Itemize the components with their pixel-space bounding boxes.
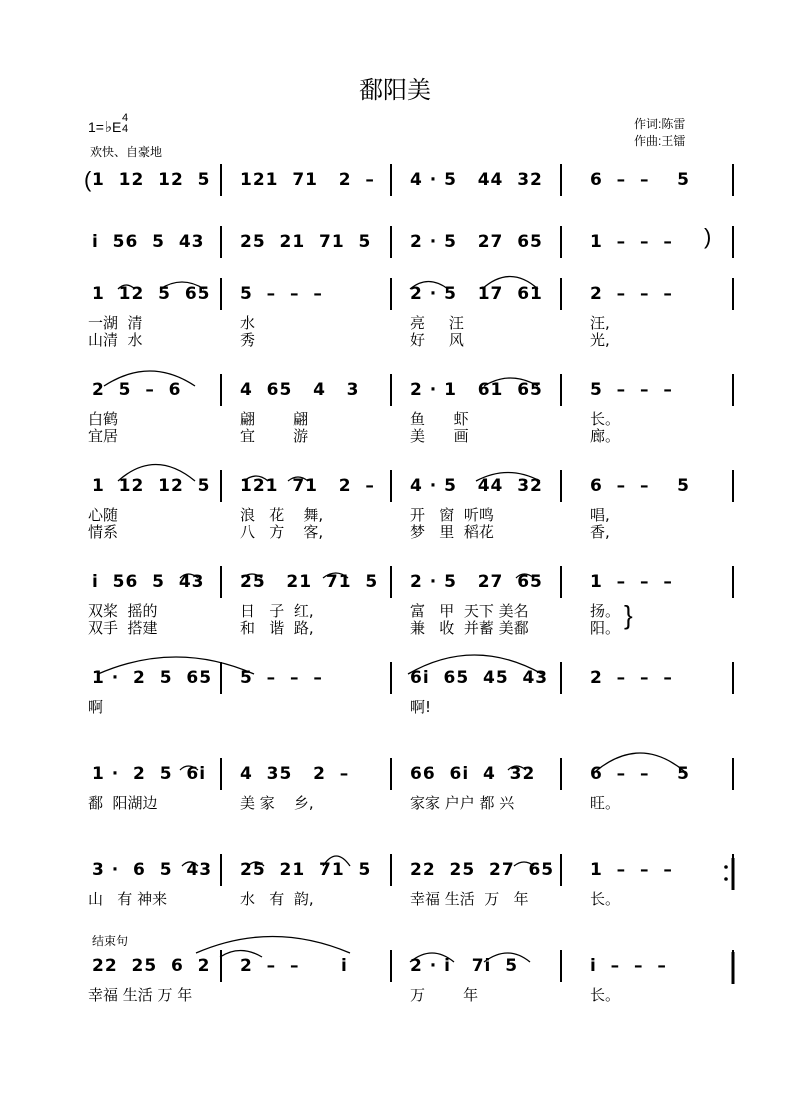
barline [732,226,734,258]
measure-notes: 2 – – – [590,284,673,304]
flat-icon: ♭ [104,119,113,136]
lyric: 鱼 虾 [410,410,469,428]
lyricist: 作词:陈雷 [634,117,686,131]
measure-notes: i 56 5 43 [92,572,205,592]
open-paren: ( [84,167,92,192]
tempo-marking: 欢快、自豪地 [90,145,163,159]
key-signature: 1=♭E [88,119,122,136]
barline [220,278,222,310]
lyric: 情系 [88,523,119,541]
barline [390,854,392,886]
lyric: 幸福 生活 万 年 [410,890,529,908]
lyric: 八 方 客, [240,523,324,541]
measure-notes: 25 21 71 5 [240,232,372,252]
close-paren: ) [704,224,712,249]
measure-notes: 2 – – – [590,668,673,688]
measure-notes: 2 · 5 17 61 [410,284,543,304]
measure-notes: 2 – – i [240,956,348,976]
lyric: 长。 [590,890,621,908]
barline [220,226,222,258]
ending-label: 结束句 [92,934,129,948]
lyric: 开 窗 听鸣 [410,506,494,524]
barline [732,470,734,502]
measure-notes: 4 · 5 44 32 [410,170,543,190]
measure-notes: 1 12 5 65 [92,284,211,304]
barline [390,374,392,406]
barline [732,854,734,886]
lyric: 光, [590,331,610,349]
measure-notes: 1 12 12 5 [92,476,211,496]
repeat-dot [724,877,728,881]
measure-notes: 6 – – 5 [590,476,691,496]
lyric: 白鹤 [88,410,119,428]
lyric: 旺。 [590,794,621,812]
lyric: 阳。 [590,619,621,637]
barline [220,566,222,598]
repeat-dot [724,865,728,869]
measure-notes: 1 · 2 5 6i [92,764,207,784]
lyric: 好 风 [410,331,464,349]
barline [560,374,562,406]
lyric: 心随 [88,506,119,524]
credits [634,116,685,150]
lyric: 家家 户户 都 兴 [410,794,515,812]
barline [732,374,734,406]
barline [560,470,562,502]
measure-notes: 1 12 12 5 [92,170,211,190]
barline [732,662,734,694]
measure-notes: 22 25 27 65 [410,860,555,880]
measure-notes: i 56 5 43 [92,232,205,252]
page-title: 鄱阳美 [359,76,431,104]
measure-notes: 6i 65 45 43 [410,668,549,688]
measure-notes: 1 – – – [590,860,673,880]
lyric: 翩 翩 [240,410,309,428]
measure-notes: 5 – – – [590,380,673,400]
barline [220,470,222,502]
measure-notes: 3 · 6 5 43 [92,860,213,880]
lyric: 宜居 [88,427,119,445]
lyric: 兼 收 并蓄 美鄱 [410,619,529,637]
barline [220,164,222,196]
measure-notes: 2 · 5 27 65 [410,572,543,592]
lyric: 宜 游 [240,427,309,445]
barline [220,662,222,694]
barline [220,374,222,406]
barline [390,226,392,258]
lyric: 富 甲 天下 美名 [410,602,529,620]
lyric: 唱, [590,506,610,524]
lyric: 扬。 [590,602,621,620]
barline [732,758,734,790]
lyric: 汪, [590,314,610,332]
lyric: 和 谐 路, [240,619,314,637]
barline [390,164,392,196]
measure-notes: 2 · 1 61 65 [410,380,543,400]
lyric: 啊 [88,698,104,716]
lyric: 长。 [590,986,621,1004]
measure-notes: 121 71 2 – [240,476,375,496]
barline [220,758,222,790]
measure-notes: 25 21 71 5 [240,860,372,880]
measure-notes: 121 71 2 – [240,170,375,190]
measure-notes: 4 · 5 44 32 [410,476,543,496]
lyric: 双桨 摇的 [88,602,158,620]
lyric: 一湖 清 [88,314,143,332]
barline [560,854,562,886]
measure-notes: 66 6i 4 32 [410,764,536,784]
measure-notes: 6 – – 5 [590,170,691,190]
lyric: 山 有 神来 [88,890,168,908]
barline [732,278,734,310]
time-signature: 4 4 [121,112,129,135]
lyric: 幸福 生活 万 年 [88,986,193,1004]
lyric: 鄱 阳湖边 [88,794,158,812]
lyric: 双手 搭建 [88,619,158,637]
lyric: 美 画 [410,427,469,445]
barline [732,950,734,982]
barline [390,278,392,310]
lyric: 香, [590,523,610,541]
lyric: 万 年 [410,986,479,1004]
lyric: 山清 水 [88,331,143,349]
barline [220,854,222,886]
measure-notes: 25 21 71 5 [240,572,379,592]
barline [220,950,222,982]
barline [390,470,392,502]
barline [732,164,734,196]
lyric: 日 子 红, [240,602,314,620]
measure-notes: 2 5 – 6 [92,380,182,400]
composer: 作曲:王镭 [634,134,686,148]
barline [560,226,562,258]
barline [560,662,562,694]
barline [390,950,392,982]
measure-notes: 22 25 6 2 [92,956,211,976]
lyric: 秀 [240,331,256,349]
brace: } [624,600,633,630]
lyric: 浪 花 舞, [240,506,324,524]
barline [560,566,562,598]
measure-notes: 4 35 2 – [240,764,350,784]
measure-notes: 1 – – – [590,572,673,592]
measure-notes: 2 · 5 27 65 [410,232,543,252]
lyric: 梦 里 稻花 [410,523,494,541]
barline [560,758,562,790]
measure-notes: 6 – – 5 [590,764,691,784]
measure-notes: 4 65 4 3 [240,380,360,400]
lyric: 长。 [590,410,621,428]
lyric: 廊。 [590,427,621,445]
measure-notes: 1 · 2 5 65 [92,668,213,688]
lyric: 亮 汪 [410,314,464,332]
barline [560,278,562,310]
lyric: 美 家 乡, [240,794,314,812]
measure-notes: 5 – – – [240,284,323,304]
measure-notes: 2 · i 7i 5 [410,956,519,976]
barline [390,662,392,694]
barline [390,566,392,598]
lyric: 啊! [410,698,432,716]
measure-notes: 5 – – – [240,668,323,688]
lyric: 水 有 韵, [240,890,314,908]
lyric: 水 [240,314,256,332]
barline [390,758,392,790]
barline [560,164,562,196]
measure-notes: 1 – – – [590,232,673,252]
measure-notes: i – – – [590,956,667,976]
barline [732,566,734,598]
barline [560,950,562,982]
